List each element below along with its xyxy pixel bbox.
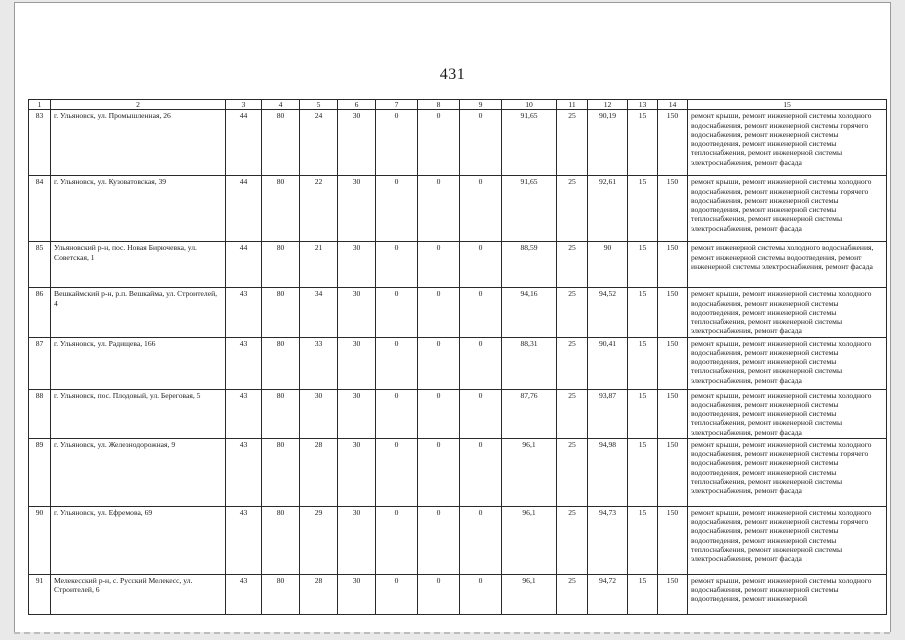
col-11: 25: [557, 242, 588, 288]
col-7: 0: [376, 506, 418, 574]
col-5: 30: [300, 389, 338, 438]
col-4: 80: [262, 389, 300, 438]
col-12: 94,98: [588, 438, 628, 506]
repair-works: ремонт крыши, ремонт инженерной системы холодного водоснабжения, ремонт инженерной системы водоотведения, ремонт инженерной: [688, 574, 887, 614]
col-9: 0: [460, 288, 502, 337]
col-10: 96,1: [502, 438, 557, 506]
col-9: 0: [460, 110, 502, 176]
column-number-1: 1: [29, 100, 51, 110]
col-12: 94,73: [588, 506, 628, 574]
column-number-14: 14: [658, 100, 688, 110]
col-8: 0: [418, 288, 460, 337]
col-13: 15: [628, 176, 658, 242]
repair-works: ремонт крыши, ремонт инженерной системы холодного водоснабжения, ремонт инженерной системы водоотведения, ремонт инженерной системы теплоснабжения, ремонт инженерной системы электроснабжения, ремонт фасада: [688, 389, 887, 438]
col-11: 25: [557, 288, 588, 337]
col-8: 0: [418, 242, 460, 288]
col-6: 30: [338, 176, 376, 242]
col-7: 0: [376, 288, 418, 337]
col-5: 29: [300, 506, 338, 574]
col-14: 150: [658, 242, 688, 288]
col-10: 88,31: [502, 337, 557, 389]
address: Ульяновский р-н, пос. Новая Бирючевка, ул. Советская, 1: [51, 242, 226, 288]
col-14: 150: [658, 506, 688, 574]
col-6: 30: [338, 242, 376, 288]
row-number: 89: [29, 438, 51, 506]
col-3: 43: [226, 438, 262, 506]
col-4: 80: [262, 506, 300, 574]
col-10: 96,1: [502, 574, 557, 614]
column-number-10: 10: [502, 100, 557, 110]
col-9: 0: [460, 337, 502, 389]
column-number-11: 11: [557, 100, 588, 110]
row-number: 90: [29, 506, 51, 574]
address: Мелекесский р-н, с. Русский Мелекесс, ул. Строителей, 6: [51, 574, 226, 614]
col-5: 28: [300, 574, 338, 614]
col-9: 0: [460, 176, 502, 242]
col-8: 0: [418, 438, 460, 506]
column-number-2: 2: [51, 100, 226, 110]
col-7: 0: [376, 389, 418, 438]
column-number-5: 5: [300, 100, 338, 110]
col-8: 0: [418, 176, 460, 242]
col-6: 30: [338, 574, 376, 614]
col-11: 25: [557, 506, 588, 574]
col-13: 15: [628, 242, 658, 288]
row-number: 91: [29, 574, 51, 614]
col-6: 30: [338, 506, 376, 574]
col-13: 15: [628, 389, 658, 438]
col-6: 30: [338, 288, 376, 337]
col-10: 88,59: [502, 242, 557, 288]
col-4: 80: [262, 242, 300, 288]
col-10: 96,1: [502, 506, 557, 574]
repair-works: ремонт крыши, ремонт инженерной системы холодного водоснабжения, ремонт инженерной системы горячего водоснабжения, ремонт инженерной системы водоотведения, ремонт инженерной системы теплоснабжения, ремонт инженерной системы электроснабжения, ремонт фасада: [688, 176, 887, 242]
col-8: 0: [418, 389, 460, 438]
col-12: 94,72: [588, 574, 628, 614]
col-3: 43: [226, 337, 262, 389]
table-row: [29, 176, 887, 242]
col-6: 30: [338, 337, 376, 389]
col-7: 0: [376, 574, 418, 614]
col-3: 44: [226, 110, 262, 176]
col-9: 0: [460, 242, 502, 288]
col-7: 0: [376, 337, 418, 389]
repair-works: ремонт крыши, ремонт инженерной системы холодного водоснабжения, ремонт инженерной системы водоотведения, ремонт инженерной системы теплоснабжения, ремонт инженерной системы электроснабжения, ремонт фасада: [688, 337, 887, 389]
col-4: 80: [262, 574, 300, 614]
col-10: 94,16: [502, 288, 557, 337]
col-9: 0: [460, 438, 502, 506]
col-10: 91,65: [502, 176, 557, 242]
col-5: 21: [300, 242, 338, 288]
col-10: 87,76: [502, 389, 557, 438]
row-number: 87: [29, 337, 51, 389]
column-number-12: 12: [588, 100, 628, 110]
table-row: [29, 337, 887, 389]
address: г. Ульяновск, ул. Радищева, 166: [51, 337, 226, 389]
page-number: 431: [439, 66, 466, 83]
col-12: 93,87: [588, 389, 628, 438]
col-12: 94,52: [588, 288, 628, 337]
col-12: 90,19: [588, 110, 628, 176]
col-9: 0: [460, 574, 502, 614]
col-7: 0: [376, 438, 418, 506]
column-number-15: 15: [688, 100, 887, 110]
col-14: 150: [658, 288, 688, 337]
table-row: [29, 389, 887, 438]
table-row: [29, 242, 887, 288]
col-14: 150: [658, 176, 688, 242]
row-number: 83: [29, 110, 51, 176]
col-13: 15: [628, 110, 658, 176]
column-number-row: [29, 100, 887, 110]
col-14: 150: [658, 574, 688, 614]
repair-works: ремонт крыши, ремонт инженерной системы холодного водоснабжения, ремонт инженерной системы горячего водоснабжения, ремонт инженерной системы водоотведения, ремонт инженерной системы теплоснабжения, ремонт инженерной системы электроснабжения, ремонт фасада: [688, 438, 887, 506]
col-4: 80: [262, 288, 300, 337]
col-12: 92,61: [588, 176, 628, 242]
address: г. Ульяновск, ул. Ефремова, 69: [51, 506, 226, 574]
col-11: 25: [557, 110, 588, 176]
col-12: 90: [588, 242, 628, 288]
housing-repair-table: [28, 99, 887, 615]
col-3: 43: [226, 288, 262, 337]
row-number: 88: [29, 389, 51, 438]
col-10: 91,65: [502, 110, 557, 176]
col-3: 44: [226, 176, 262, 242]
col-5: 33: [300, 337, 338, 389]
col-14: 150: [658, 389, 688, 438]
table-row: [29, 574, 887, 614]
col-3: 44: [226, 242, 262, 288]
col-8: 0: [418, 506, 460, 574]
col-11: 25: [557, 389, 588, 438]
col-9: 0: [460, 506, 502, 574]
col-13: 15: [628, 288, 658, 337]
table-row: [29, 506, 887, 574]
repair-works: ремонт крыши, ремонт инженерной системы холодного водоснабжения, ремонт инженерной системы горячего водоснабжения, ремонт инженерной системы водоотведения, ремонт инженерной системы теплоснабжения, ремонт инженерной системы электроснабжения, ремонт фасада: [688, 110, 887, 176]
address: г. Ульяновск, ул. Железнодорожная, 9: [51, 438, 226, 506]
col-4: 80: [262, 438, 300, 506]
address: г. Ульяновск, ул. Промышленная, 26: [51, 110, 226, 176]
column-number-7: 7: [376, 100, 418, 110]
col-8: 0: [418, 337, 460, 389]
table-row: [29, 110, 887, 176]
address: г. Ульяновск, пос. Плодовый, ул. Береговая, 5: [51, 389, 226, 438]
col-7: 0: [376, 242, 418, 288]
col-4: 80: [262, 176, 300, 242]
table-row: [29, 288, 887, 337]
row-number: 86: [29, 288, 51, 337]
col-11: 25: [557, 438, 588, 506]
col-11: 25: [557, 176, 588, 242]
col-3: 43: [226, 574, 262, 614]
col-11: 25: [557, 574, 588, 614]
col-5: 34: [300, 288, 338, 337]
col-7: 0: [376, 176, 418, 242]
scan-edge: [14, 632, 891, 634]
address: Вешкаймский р-н, р.п. Вешкайма, ул. Строителей, 4: [51, 288, 226, 337]
table-row: [29, 438, 887, 506]
col-14: 150: [658, 438, 688, 506]
column-number-8: 8: [418, 100, 460, 110]
column-number-4: 4: [262, 100, 300, 110]
col-6: 30: [338, 438, 376, 506]
col-13: 15: [628, 438, 658, 506]
col-3: 43: [226, 506, 262, 574]
column-number-13: 13: [628, 100, 658, 110]
col-8: 0: [418, 110, 460, 176]
column-number-6: 6: [338, 100, 376, 110]
col-3: 43: [226, 389, 262, 438]
row-number: 84: [29, 176, 51, 242]
address: г. Ульяновск, ул. Кузоватовская, 39: [51, 176, 226, 242]
col-14: 150: [658, 337, 688, 389]
col-6: 30: [338, 110, 376, 176]
col-8: 0: [418, 574, 460, 614]
col-5: 22: [300, 176, 338, 242]
col-7: 0: [376, 110, 418, 176]
col-5: 28: [300, 438, 338, 506]
row-number: 85: [29, 242, 51, 288]
col-9: 0: [460, 389, 502, 438]
col-4: 80: [262, 110, 300, 176]
repair-works: ремонт крыши, ремонт инженерной системы холодного водоснабжения, ремонт инженерной системы водоотведения, ремонт инженерной системы теплоснабжения, ремонт инженерной системы электроснабжения, ремонт фасада: [688, 288, 887, 337]
col-4: 80: [262, 337, 300, 389]
column-number-3: 3: [226, 100, 262, 110]
repair-works: ремонт инженерной системы холодного водоснабжения, ремонт инженерной системы водоотведения, ремонт инженерной системы электроснабжения, ремонт фасада: [688, 242, 887, 288]
column-number-9: 9: [460, 100, 502, 110]
col-13: 15: [628, 506, 658, 574]
col-5: 24: [300, 110, 338, 176]
col-12: 90,41: [588, 337, 628, 389]
col-11: 25: [557, 337, 588, 389]
repair-works: ремонт крыши, ремонт инженерной системы холодного водоснабжения, ремонт инженерной системы горячего водоснабжения, ремонт инженерной системы водоотведения, ремонт инженерной системы теплоснабжения, ремонт инженерной системы электроснабжения, ремонт фасада: [688, 506, 887, 574]
col-13: 15: [628, 574, 658, 614]
col-14: 150: [658, 110, 688, 176]
col-6: 30: [338, 389, 376, 438]
col-13: 15: [628, 337, 658, 389]
